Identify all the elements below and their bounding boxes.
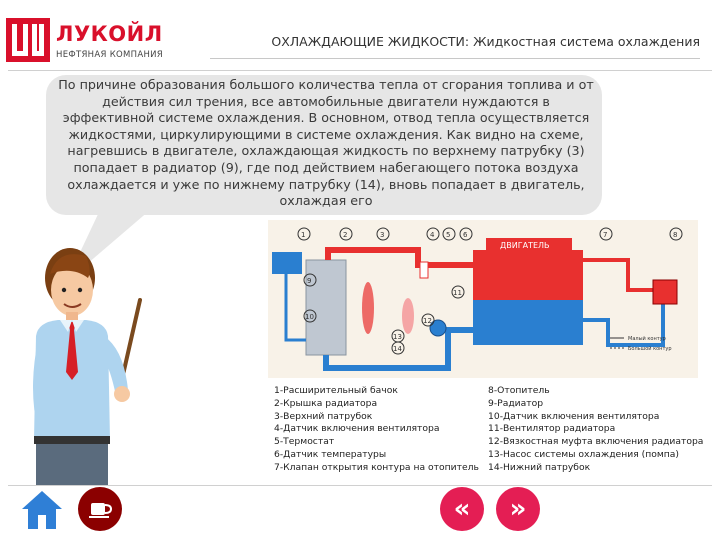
svg-text:12: 12 xyxy=(423,317,432,325)
viscous-clutch-icon xyxy=(402,298,414,334)
brand-subtitle: НЕФТЯНАЯ КОМПАНИЯ xyxy=(56,50,164,60)
legend-item: 11-Вентилятор радиатора xyxy=(488,423,616,435)
double-chevron-left-icon: « xyxy=(453,494,471,524)
legend-item: 7-Клапан открытия контура на отопитель xyxy=(274,461,479,473)
legend-left-column xyxy=(274,385,479,475)
legend-item: 2-Крышка радиатора xyxy=(274,397,378,409)
legend-item: 13-Насос системы охлаждения (помпа) xyxy=(488,448,680,460)
svg-text:7: 7 xyxy=(603,231,608,239)
engine-hot-zone xyxy=(473,250,583,300)
heater-icon xyxy=(653,280,677,304)
coffee-break-button[interactable] xyxy=(78,487,122,531)
svg-text:Малый контур: Малый контур xyxy=(628,336,666,342)
thermostat-icon xyxy=(420,262,428,278)
expansion-tank-icon xyxy=(272,252,302,274)
coffee-icon xyxy=(78,487,122,531)
next-slide-button[interactable] xyxy=(496,487,540,531)
brand-name: ЛУКОЙЛ xyxy=(56,22,163,46)
engine-label: ДВИГАТЕЛЬ xyxy=(500,241,550,250)
svg-text:Большой контур: Большой контур xyxy=(628,346,672,352)
svg-text:6: 6 xyxy=(463,231,468,239)
double-chevron-right-icon: » xyxy=(509,494,527,524)
pump-icon xyxy=(430,320,446,336)
engine-cold-zone xyxy=(473,300,583,345)
title-divider xyxy=(210,58,700,59)
legend-item: 1-Расширительный бачок xyxy=(274,385,398,396)
presenter-illustration xyxy=(28,240,158,485)
home-button[interactable] xyxy=(20,487,64,531)
home-icon xyxy=(20,487,64,531)
svg-text:11: 11 xyxy=(453,289,462,297)
legend-item: 3-Верхний патрубок xyxy=(274,410,373,422)
svg-text:9: 9 xyxy=(307,277,312,285)
svg-text:4: 4 xyxy=(430,231,435,239)
legend-item: 10-Датчик включения вентилятора xyxy=(488,410,660,422)
legend-item: 14-Нижний патрубок xyxy=(488,461,591,473)
cooling-system-diagram xyxy=(268,220,698,378)
legend-item: 6-Датчик температуры xyxy=(274,448,387,460)
svg-text:14: 14 xyxy=(393,345,402,353)
legend-item: 8-Отопитель xyxy=(488,385,550,396)
legend-item: 5-Термостат xyxy=(274,436,335,448)
fan-icon xyxy=(362,282,374,334)
bottom-divider xyxy=(8,485,712,486)
previous-slide-button[interactable] xyxy=(440,487,484,531)
legend-item: 4-Датчик включения вентилятора xyxy=(274,423,440,435)
bubble-text: По причине образования большого количества тепла от сгорания топлива и от действия сил трения, все автомобильные двигатели нуждаются в эффективной системе охлаждения. В основном, отвод тепла осуществляется жидкостями, циркулирующими в системе охлаждения. Как видно на схеме, нагревшись в двигателе, охлаждающая жидкость по верхнему патрубку (3) попадает в радиатор (9), где под действием набегающего потока воздуха охлаждается и уже по нижнему патрубку (14), вновь попадает в двигатель, охлаждая его xyxy=(58,77,594,209)
page-title: ОХЛАЖДАЮЩИЕ ЖИДКОСТИ: Жидкостная система охлаждения xyxy=(271,34,700,49)
lukoil-logo xyxy=(6,18,206,68)
top-divider xyxy=(8,70,712,71)
svg-text:3: 3 xyxy=(380,231,385,239)
svg-text:10: 10 xyxy=(305,313,314,321)
legend-item: 9-Радиатор xyxy=(488,397,544,409)
svg-text:2: 2 xyxy=(343,231,348,239)
svg-text:1: 1 xyxy=(301,231,306,239)
svg-text:5: 5 xyxy=(446,231,451,239)
lukoil-logo-mark-icon xyxy=(6,18,50,62)
legend-right-column xyxy=(488,385,703,475)
diagram-legend-list xyxy=(270,380,704,480)
legend-item: 12-Вязкостная муфта включения радиатора xyxy=(488,436,704,448)
svg-text:8: 8 xyxy=(673,231,678,239)
svg-text:13: 13 xyxy=(393,333,402,341)
